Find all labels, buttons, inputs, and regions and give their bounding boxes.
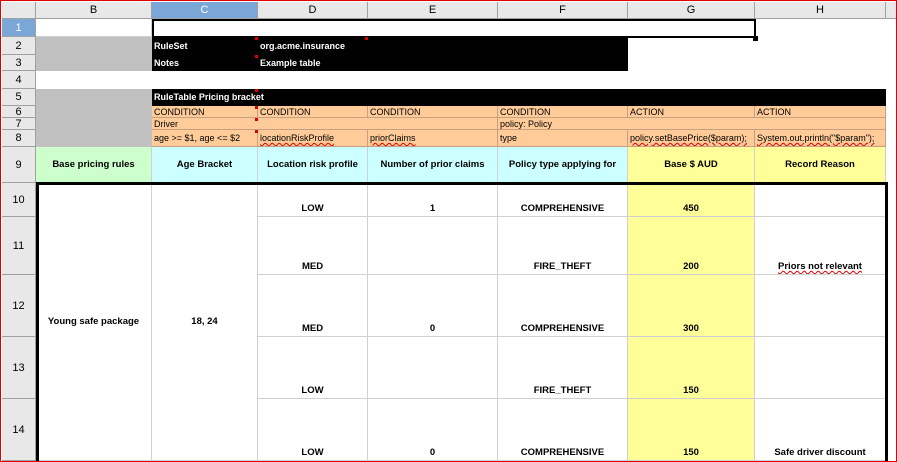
policy-type-cell[interactable]: FIRE_THEFT	[498, 217, 628, 275]
cell-b2[interactable]	[36, 37, 152, 55]
reason-text: Priors not relevant	[778, 261, 862, 272]
row-header-12[interactable]: 12	[2, 275, 36, 337]
header-location-risk[interactable]: Location risk profile	[258, 147, 368, 183]
comment-marker-icon[interactable]	[255, 89, 258, 92]
expr-cell-e8[interactable]	[368, 130, 498, 147]
ruleset-label-cell[interactable]: RuleSet	[152, 37, 258, 55]
action-cell-h6[interactable]: ACTION	[755, 106, 886, 118]
cell-b7[interactable]	[36, 118, 152, 130]
cell-b8[interactable]	[36, 130, 152, 147]
policy-cell[interactable]: policy: Policy	[498, 118, 886, 130]
row-header-3[interactable]: 3	[2, 55, 36, 71]
column-header-g[interactable]: G	[628, 2, 755, 19]
column-header-c[interactable]: C	[152, 2, 258, 19]
row-header-14[interactable]: 14	[2, 399, 36, 461]
select-all-corner[interactable]	[2, 2, 36, 19]
policy-type-cell[interactable]: COMPREHENSIVE	[498, 183, 628, 217]
reason-cell[interactable]	[755, 217, 886, 275]
comment-marker-icon[interactable]	[255, 55, 258, 58]
policy-type-cell[interactable]: COMPREHENSIVE	[498, 275, 628, 337]
comment-marker-icon[interactable]	[365, 37, 368, 40]
driver-cell[interactable]: Driver	[152, 118, 498, 130]
comment-marker-icon[interactable]	[255, 106, 258, 109]
row-header-11[interactable]: 11	[2, 217, 36, 275]
notes-label-cell[interactable]: Notes	[152, 55, 258, 71]
price-cell[interactable]: 200	[628, 217, 755, 275]
ruletable-title-cell[interactable]: RuleTable Pricing bracket	[152, 89, 886, 106]
action-cell-g6[interactable]: ACTION	[628, 106, 755, 118]
row-header-10[interactable]: 10	[2, 183, 36, 217]
row-header-2[interactable]: 2	[2, 37, 36, 55]
expr-cell-h8[interactable]	[755, 130, 886, 147]
condition-cell-c6[interactable]: CONDITION	[152, 106, 258, 118]
reason-cell[interactable]	[755, 337, 886, 399]
price-cell[interactable]: 150	[628, 337, 755, 399]
column-header-h[interactable]: H	[755, 2, 886, 19]
reason-cell[interactable]	[755, 183, 886, 217]
row-header-9[interactable]: 9	[2, 147, 36, 183]
comment-marker-icon[interactable]	[255, 37, 258, 40]
row-header-1[interactable]: 1	[2, 19, 36, 37]
price-cell[interactable]: 450	[628, 183, 755, 217]
cell-b6[interactable]	[36, 106, 152, 118]
expr-cell-d8[interactable]	[258, 130, 368, 147]
package-name-cell[interactable]: Young safe package	[36, 183, 152, 461]
condition-cell-e6[interactable]: CONDITION	[368, 106, 498, 118]
expr-e8-text: priorClaims	[370, 133, 416, 143]
fill-handle[interactable]	[753, 36, 758, 41]
header-base-price[interactable]: Base $ AUD	[628, 147, 755, 183]
reason-cell[interactable]	[755, 275, 886, 337]
condition-cell-d6[interactable]: CONDITION	[258, 106, 368, 118]
price-cell[interactable]: 300	[628, 275, 755, 337]
reason-cell[interactable]: Safe driver discount	[755, 399, 886, 461]
claims-cell[interactable]	[368, 217, 498, 275]
column-header-overflow	[886, 2, 897, 19]
column-header-f[interactable]: F	[498, 2, 628, 19]
location-cell[interactable]: MED	[258, 217, 368, 275]
header-prior-claims[interactable]: Number of prior claims	[368, 147, 498, 183]
row-header-7[interactable]: 7	[2, 118, 36, 130]
location-cell[interactable]: LOW	[258, 183, 368, 217]
ruleset-value-cell[interactable]: org.acme.insurance	[258, 37, 368, 55]
condition-cell-f6[interactable]: CONDITION	[498, 106, 628, 118]
location-cell[interactable]: LOW	[258, 399, 368, 461]
expr-d8-text: locationRiskProfile	[260, 133, 335, 143]
policy-type-cell[interactable]: COMPREHENSIVE	[498, 399, 628, 461]
claims-cell[interactable]: 0	[368, 275, 498, 337]
claims-cell[interactable]	[368, 337, 498, 399]
comment-marker-icon[interactable]	[255, 118, 258, 121]
cell-b1[interactable]	[36, 19, 152, 37]
claims-cell[interactable]: 0	[368, 399, 498, 461]
age-bracket-cell[interactable]: 18, 24	[152, 183, 258, 461]
location-cell[interactable]: LOW	[258, 337, 368, 399]
row-header-13[interactable]: 13	[2, 337, 36, 399]
location-cell[interactable]: MED	[258, 275, 368, 337]
row-header-6[interactable]: 6	[2, 106, 36, 118]
row-header-5[interactable]: 5	[2, 89, 36, 106]
row-header-4[interactable]: 4	[2, 71, 36, 89]
cell-b5[interactable]	[36, 89, 152, 106]
cell-e2[interactable]	[368, 37, 498, 55]
cell-e3[interactable]	[368, 55, 498, 71]
claims-cell[interactable]: 1	[368, 183, 498, 217]
cell-c1-selected[interactable]	[152, 19, 756, 38]
expr-g8-text: policy.setBasePrice($param);	[630, 133, 747, 143]
expr-cell-f8[interactable]: type	[498, 130, 628, 147]
comment-marker-icon[interactable]	[255, 130, 258, 133]
row-header-8[interactable]: 8	[2, 130, 36, 147]
header-record-reason[interactable]: Record Reason	[755, 147, 886, 183]
expr-h8-text: System.out.println("$param");	[757, 133, 875, 143]
cell-f3[interactable]	[498, 55, 628, 71]
header-age-bracket[interactable]: Age Bracket	[152, 147, 258, 183]
policy-type-cell[interactable]: FIRE_THEFT	[498, 337, 628, 399]
header-policy-type[interactable]: Policy type applying for	[498, 147, 628, 183]
column-header-b[interactable]: B	[36, 2, 152, 19]
expr-cell-g8[interactable]	[628, 130, 755, 147]
cell-b3[interactable]	[36, 55, 152, 71]
header-base-pricing-rules[interactable]: Base pricing rules	[36, 147, 152, 183]
column-header-e[interactable]: E	[368, 2, 498, 19]
expr-cell-c8[interactable]: age >= $1, age <= $2	[152, 130, 258, 147]
price-cell[interactable]: 150	[628, 399, 755, 461]
notes-value-cell[interactable]: Example table	[258, 55, 368, 71]
cell-f2[interactable]	[498, 37, 628, 55]
column-header-d[interactable]: D	[258, 2, 368, 19]
